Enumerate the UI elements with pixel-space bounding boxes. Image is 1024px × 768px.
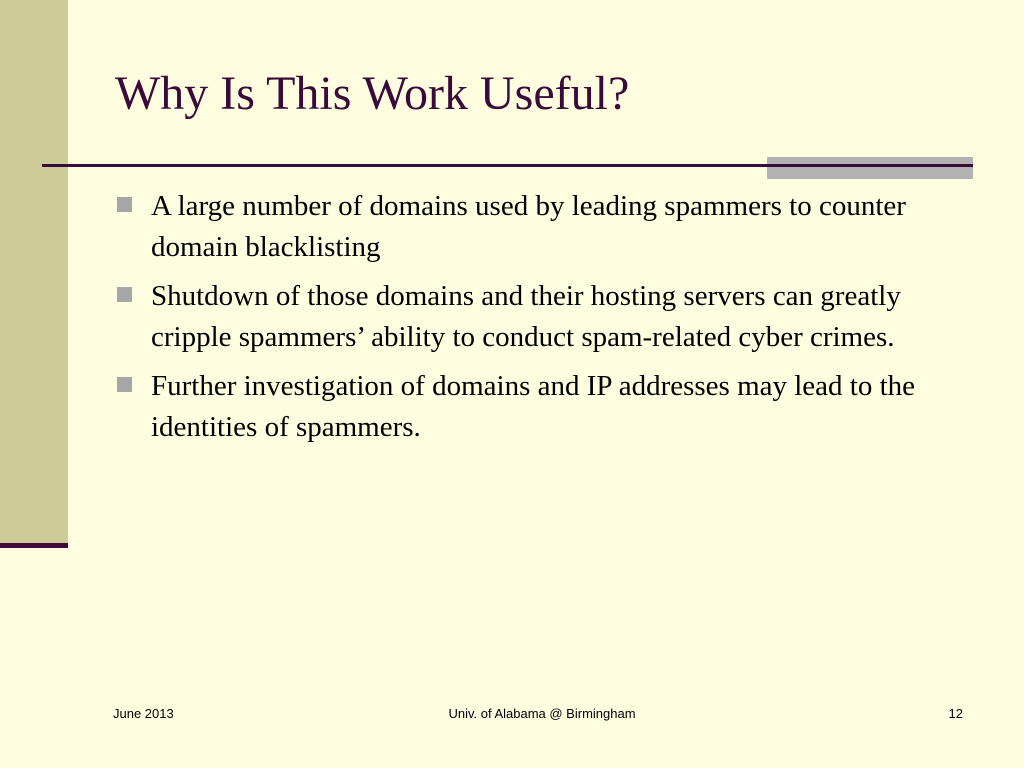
accent-bar: [767, 157, 973, 179]
accent-bar-rule: [767, 164, 973, 167]
bullet-item: [114, 276, 964, 358]
footer-organization: Univ. of Alabama @ Birmingham: [448, 706, 636, 721]
left-decorative-bar: [0, 0, 68, 545]
page-number: 12: [948, 706, 963, 721]
bullet-item: [114, 366, 964, 448]
footer-date: June 2013: [113, 706, 174, 721]
bullet-list: [114, 186, 964, 456]
square-bullet-icon: [117, 377, 132, 392]
bullet-text: A large number of domains used by leading spammers to counter domain blacklisting: [151, 190, 906, 263]
bullet-text: Further investigation of domains and IP addresses may lead to the identities of spammers.: [151, 370, 916, 443]
left-bar-underline: [0, 543, 68, 548]
square-bullet-icon: [117, 287, 132, 302]
slide-title: Why Is This Work Useful?: [115, 67, 630, 120]
bullet-text: Shutdown of those domains and their hosting servers can greatly cripple spammers’ ability to conduct spam-related cyber crimes.: [151, 280, 901, 353]
square-bullet-icon: [117, 197, 132, 212]
bullet-item: [114, 186, 964, 268]
